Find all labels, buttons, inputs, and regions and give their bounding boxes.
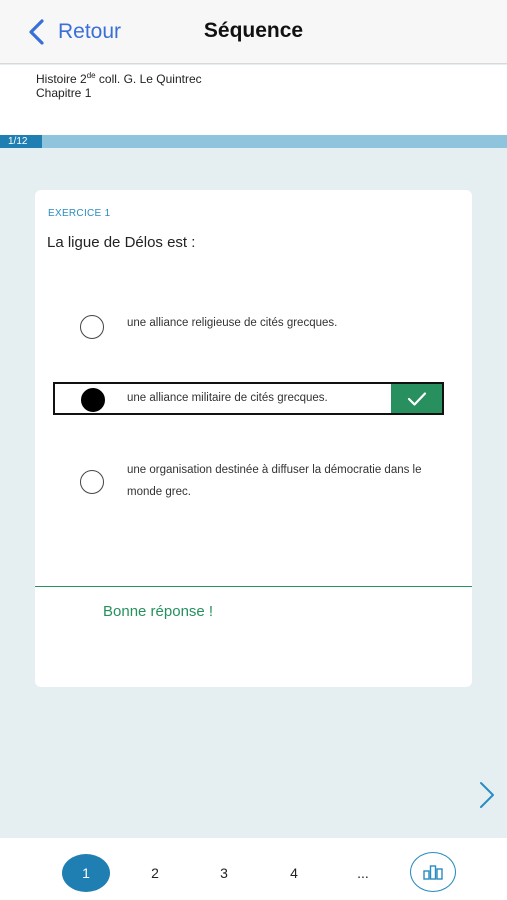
correct-badge — [391, 384, 442, 413]
option-label: une alliance religieuse de cités grecques. — [127, 317, 338, 329]
feedback-message: Bonne réponse ! — [103, 603, 214, 620]
top-bar — [0, 0, 507, 64]
radio-button[interactable] — [80, 315, 104, 339]
course-prefix: Histoire 2 — [36, 72, 87, 86]
option-label: une organisation destinée à diffuser la démocratie dans le monde grec. — [127, 464, 422, 498]
answer-option-1[interactable] — [53, 312, 462, 342]
divider — [35, 586, 472, 587]
question-text: La ligue de Délos est : — [47, 234, 196, 251]
page-3-button[interactable]: 3 — [220, 865, 228, 881]
more-pages-button[interactable]: ... — [357, 865, 369, 881]
bar-chart-icon — [422, 864, 444, 880]
check-icon — [407, 391, 427, 407]
exercise-label: EXERCICE 1 — [48, 208, 111, 219]
stats-button[interactable] — [410, 852, 456, 892]
radio-button-selected[interactable] — [81, 388, 105, 412]
pagination-bar — [0, 838, 507, 900]
back-label: Retour — [58, 20, 122, 43]
course-suffix: coll. G. Le Quintrec — [95, 72, 202, 86]
radio-button[interactable] — [80, 470, 104, 494]
option-label: une alliance militaire de cités grecques. — [127, 392, 328, 404]
progress-label: 1/12 — [8, 136, 28, 147]
page-2-button[interactable]: 2 — [151, 865, 159, 881]
page-title: Séquence — [203, 19, 304, 42]
page-4-button[interactable]: 4 — [290, 865, 298, 881]
progress-bar — [0, 135, 507, 148]
chevron-right-icon — [474, 780, 500, 810]
answer-option-2[interactable] — [53, 382, 444, 415]
exercise-card — [35, 190, 472, 687]
next-button[interactable] — [474, 780, 500, 810]
course-name — [36, 71, 202, 86]
answer-option-3[interactable] — [53, 458, 462, 506]
course-info — [0, 65, 507, 135]
page-1-button[interactable]: 1 — [62, 854, 110, 892]
chapter-name: Chapitre 1 — [36, 86, 92, 100]
course-sup: de — [86, 71, 96, 80]
